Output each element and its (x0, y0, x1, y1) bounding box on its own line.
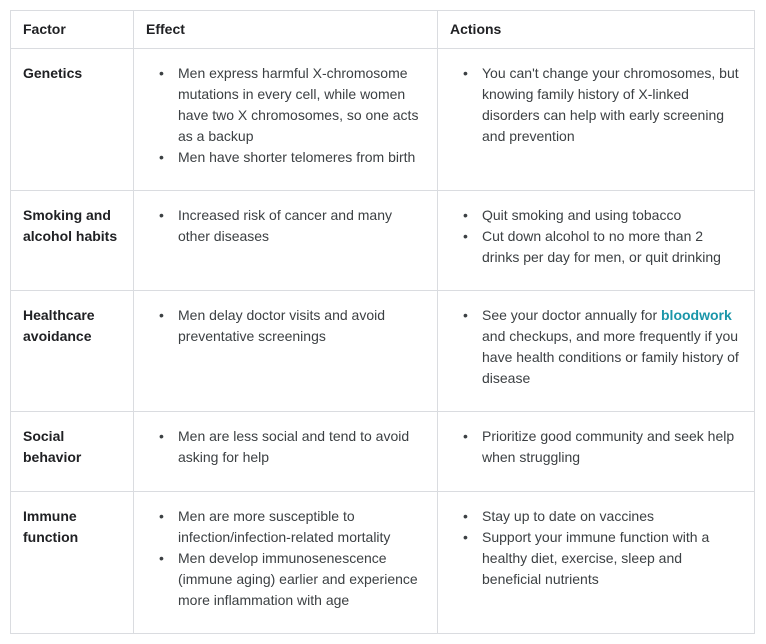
bullet-list (450, 426, 742, 468)
factor-cell: Immune function (11, 492, 134, 634)
effect-cell (134, 291, 438, 412)
table-row (11, 49, 755, 191)
bullet-item: • Men develop immunosenescence (immune aging) earlier and experience more inflammation with age (146, 548, 425, 611)
bullet-list (450, 305, 742, 389)
bullet-item: • Men have shorter telomeres from birth (146, 147, 425, 168)
header-factor: Factor (11, 11, 134, 49)
health-factors-table-container (10, 10, 756, 634)
factor-cell: Genetics (11, 49, 134, 191)
bullet-list (450, 205, 742, 268)
factor-cell: Healthcare avoidance (11, 291, 134, 412)
effect-cell (134, 492, 438, 634)
table-row (11, 492, 755, 634)
bullet-item: • See your doctor annually for bloodwork and checkups, and more frequently if you have health conditions or family history of disease (450, 305, 742, 389)
bullet-item: • You can't change your chromosomes, but knowing family history of X-linked disorders can help with early screening and prevention (450, 63, 742, 147)
actions-cell (438, 492, 755, 634)
health-factors-table (10, 10, 755, 634)
effect-cell (134, 191, 438, 291)
bullet-item: • Men are more susceptible to infection/infection-related mortality (146, 506, 425, 548)
effect-cell (134, 49, 438, 191)
table-body (11, 49, 755, 634)
table-header (11, 11, 755, 49)
bullet-item: • Men delay doctor visits and avoid preventative screenings (146, 305, 425, 347)
bullet-list (450, 506, 742, 590)
bullet-item: • Stay up to date on vaccines (450, 506, 742, 527)
bloodwork-link[interactable]: bloodwork (661, 307, 732, 323)
table-row (11, 412, 755, 492)
bullet-list (146, 305, 425, 347)
header-actions: Actions (438, 11, 755, 49)
actions-cell (438, 291, 755, 412)
bullet-list (146, 506, 425, 611)
table-row (11, 191, 755, 291)
header-row (11, 11, 755, 49)
factor-cell: Smoking and alcohol habits (11, 191, 134, 291)
table-row (11, 291, 755, 412)
bullet-item: • Quit smoking and using tobacco (450, 205, 742, 226)
actions-cell (438, 191, 755, 291)
bullet-item: • Support your immune function with a healthy diet, exercise, sleep and beneficial nutrients (450, 527, 742, 590)
bullet-list (146, 426, 425, 468)
bullet-item: • Prioritize good community and seek help when struggling (450, 426, 742, 468)
bullet-item: • Men express harmful X-chromosome mutations in every cell, while women have two X chromosomes, so one acts as a backup (146, 63, 425, 147)
bullet-list (146, 205, 425, 247)
bullet-list (450, 63, 742, 147)
bullet-list (146, 63, 425, 168)
actions-cell (438, 412, 755, 492)
bullet-item: • Cut down alcohol to no more than 2 drinks per day for men, or quit drinking (450, 226, 742, 268)
factor-cell: Social behavior (11, 412, 134, 492)
header-effect: Effect (134, 11, 438, 49)
actions-cell (438, 49, 755, 191)
bullet-item: • Increased risk of cancer and many other diseases (146, 205, 425, 247)
bullet-item: • Men are less social and tend to avoid asking for help (146, 426, 425, 468)
effect-cell (134, 412, 438, 492)
